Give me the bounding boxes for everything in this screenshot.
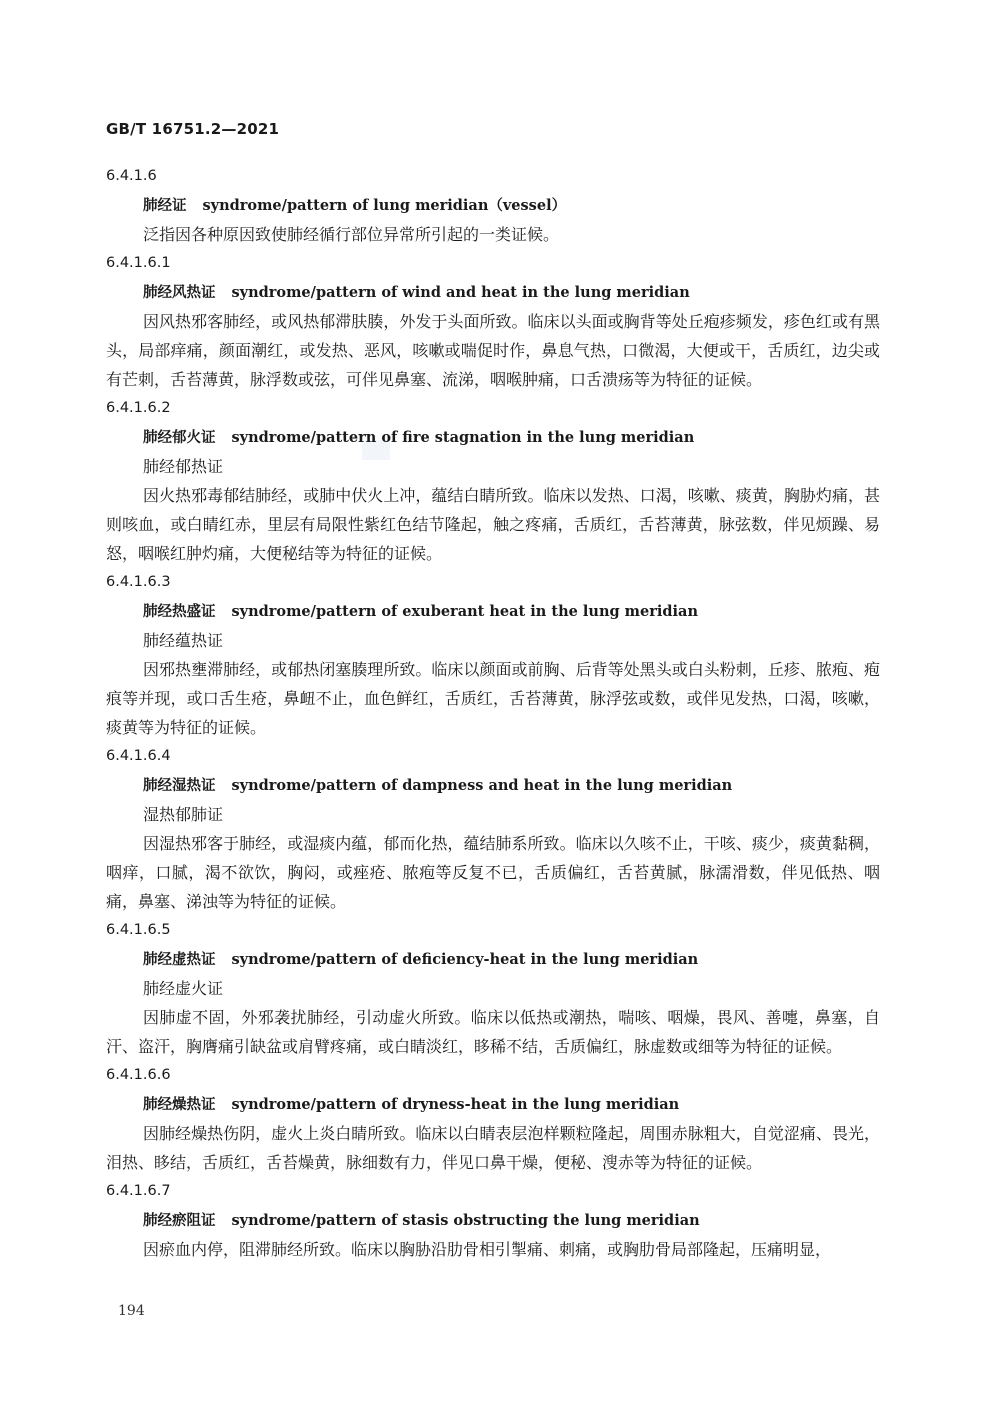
term-chinese: 肺经郁火证	[143, 430, 216, 446]
entry-definition: 因火热邪毒郁结肺经，或肺中伏火上冲，蕴结白睛所致。临床以发热、口渴，咳嗽、痰黄，胸胁灼痛，甚则咳血，或白睛红赤，里层有局限性紫红色结节隆起，触之疼痛，舌质红，舌苔薄黄，脉弦数，伴见烦躁、易怒，咽喉红肿灼痛，大便秘结等为特征的证候。	[106, 486, 880, 563]
term-chinese: 肺经热盛证	[143, 604, 216, 620]
term-english: syndrome/pattern of dryness-heat in the lung meridian	[231, 1096, 680, 1113]
term-chinese: 肺经湿热证	[143, 778, 216, 794]
term-chinese: 肺经瘀阻证	[143, 1213, 216, 1229]
entry-term	[106, 1206, 880, 1235]
entry-block	[106, 249, 880, 394]
term-english: syndrome/pattern of dampness and heat in the lung meridian	[231, 777, 733, 794]
entry-term	[106, 597, 880, 626]
entry-definition: 因邪热壅滞肺经，或郁热闭塞腠理所致。临床以颜面或前胸、后背等处黑头或白头粉刺，丘疹、脓疱、疱痕等并现，或口舌生疮，鼻衄不止，血色鲜红，舌质红，舌苔薄黄，脉浮弦或数，或伴见发热，口渴，咳嗽，痰黄等为特征的证候。	[106, 660, 880, 737]
entry-block	[106, 916, 880, 1061]
page-number: 194	[118, 1303, 145, 1319]
entry-term	[106, 771, 880, 800]
entry-synonym: 肺经蕴热证	[143, 631, 224, 650]
entry-block	[106, 1061, 880, 1177]
entry-term	[106, 191, 880, 220]
entry-definition: 因风热邪客肺经，或风热郁滞肤腠，外发于头面所致。临床以头面或胸背等处丘疱疹频发，疹色红或有黑头，局部痒痛，颜面潮红，或发热、恶风，咳嗽或喘促时作，鼻息气热，口微渴，大便或干，舌质红，边尖或有芒刺，舌苔薄黄，脉浮数或弦，可伴见鼻塞、流涕，咽喉肿痛，口舌溃疡等为特征的证候。	[106, 312, 880, 389]
term-english: syndrome/pattern of exuberant heat in the lung meridian	[231, 603, 698, 620]
entry-term	[106, 278, 880, 307]
entry-block	[106, 1177, 880, 1264]
standard-id: GB/T 16751.2—2021	[106, 120, 280, 138]
entry-definition: 因肺经燥热伤阴，虚火上炎白睛所致。临床以白睛表层泡样颗粒隆起，周围赤脉粗大，自觉涩痛、畏光，泪热、眵结，舌质红，舌苔燥黄，脉细数有力，伴见口鼻干燥，便秘、溲赤等为特征的证候。	[106, 1124, 880, 1172]
term-chinese: 肺经证	[143, 198, 187, 214]
term-english: syndrome/pattern of lung meridian（vessel）	[202, 197, 567, 214]
entry-definition: 因瘀血内停，阻滞肺经所致。临床以胸胁沿肋骨相引掣痛、刺痛，或胸肋骨局部隆起，压痛明显，	[143, 1240, 832, 1259]
entry-term	[106, 1090, 880, 1119]
entry-synonym: 肺经郁热证	[143, 457, 224, 476]
entry-number: 6.4.1.6	[106, 168, 157, 184]
entry-number: 6.4.1.6.7	[106, 1183, 171, 1199]
term-english: syndrome/pattern of deficiency-heat in the lung meridian	[231, 951, 699, 968]
entry-term	[106, 423, 880, 452]
term-chinese: 肺经风热证	[143, 285, 216, 301]
entry-number: 6.4.1.6.2	[106, 400, 171, 416]
term-chinese: 肺经燥热证	[143, 1097, 216, 1113]
term-chinese: 肺经虚热证	[143, 952, 216, 968]
entry-block	[106, 394, 880, 568]
entry-number: 6.4.1.6.3	[106, 574, 171, 590]
entry-synonym: 湿热郁肺证	[143, 805, 224, 824]
entry-definition: 因湿热邪客于肺经，或湿痰内蕴，郁而化热，蕴结肺系所致。临床以久咳不止，干咳、痰少，痰黄黏稠，咽痒，口腻，渴不欲饮，胸闷，或痤疮、脓疱等反复不已，舌质偏红，舌苔黄腻，脉濡滑数，伴见低热、咽痛，鼻塞、涕浊等为特征的证候。	[106, 834, 880, 911]
entry-number: 6.4.1.6.4	[106, 748, 171, 764]
entry-synonym: 肺经虚火证	[143, 979, 224, 998]
entry-block	[106, 162, 880, 249]
entry-number: 6.4.1.6.1	[106, 255, 171, 271]
entry-definition: 泛指因各种原因致使肺经循行部位异常所引起的一类证候。	[143, 225, 560, 244]
entry-block	[106, 568, 880, 742]
term-english: syndrome/pattern of wind and heat in the lung meridian	[231, 284, 690, 301]
entry-number: 6.4.1.6.5	[106, 922, 171, 938]
entry-term	[106, 945, 880, 974]
term-english: syndrome/pattern of stasis obstructing the lung meridian	[231, 1212, 700, 1229]
entry-number: 6.4.1.6.6	[106, 1067, 171, 1083]
entry-block	[106, 742, 880, 916]
entries-container	[106, 162, 880, 1264]
term-english: syndrome/pattern of fire stagnation in the lung meridian	[231, 429, 695, 446]
entry-definition: 因肺虚不固，外邪袭扰肺经，引动虚火所致。临床以低热或潮热，喘咳、咽燥，畏风、善嚏，鼻塞，自汗、盗汗，胸膺痛引缺盆或肩臂疼痛，或白睛淡红，眵稀不结，舌质偏红，脉虚数或细等为特征的证候。	[106, 1008, 880, 1056]
